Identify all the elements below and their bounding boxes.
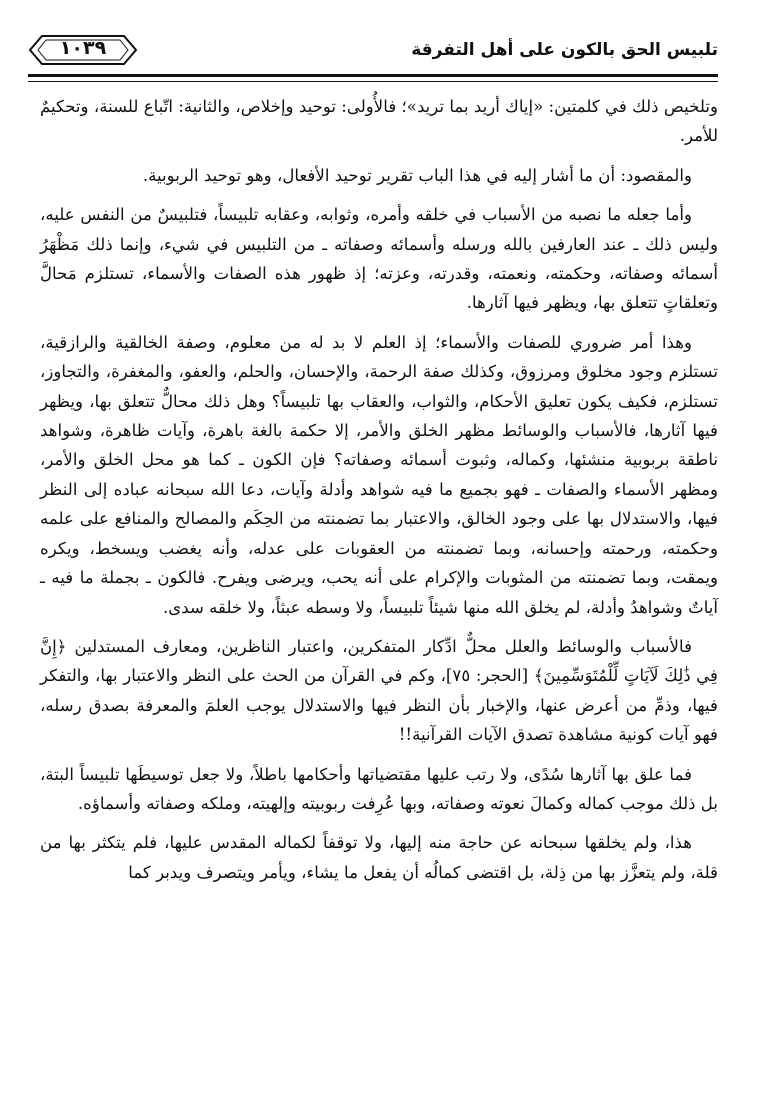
page-number-frame <box>28 33 138 67</box>
page-header <box>28 30 718 70</box>
paragraph: والمقصود: أن ما أشار إليه في هذا الباب تقرير توحيد الأفعال، وهو توحيد الربوبية. <box>142 165 692 185</box>
paragraph: فالأسباب والوسائط والعلل محلٌّ ادِّكار المتفكرين، واعتبار الناظرين، ومعارف المستدلين ﴿إِنَّ فِي ذَٰلِكَ لَآيَاتٍ لِّلْمُتَوَسِّمِينَ﴾ [الحجر: ٧٥]، وكم في القرآن من الحث على النظر والاعتبار بها، والتفكر فيها، وذمِّ من أعرض عنها، والإخبار بأن النظر فيها والاستدلال يوجب العلمَ والمعرفة بصدق رسله، فهو آيات كونية مشاهدة تصدق الآيات القرآنية!! <box>40 636 718 745</box>
paragraph: هذا، ولم يخلقها سبحانه عن حاجة منه إليها، ولا توقفاً لكماله المقدس عليها، فلم يتكثر بها من قلة، ولم يتعزَّز بها من ذِلة، بل اقتضى كمالُه أن يفعل ما يشاء، ويأمر ويتصرف ويدبر كما <box>40 833 718 882</box>
page-number: ١٠٣٩ <box>59 37 107 59</box>
header-rule <box>28 74 718 82</box>
paragraph: وتلخيص ذلك في كلمتين: «إياك أريد بما تريد»؛ فالأُولى: توحيد وإخلاص، والثانية: اتّباع للسنة، وتحكيمٌ للأمر. <box>40 97 718 146</box>
paragraph: فما علق بها آثارها سُدًى، ولا رتب عليها مقتضياتها وأحكامها باطلاً، ولا جعل توسيطَها تلبيساً البتة، بل ذلك موجب كماله وكمالَ نعوته وصفاته، وبها عُرِفت ربوبيته وإلهيته، وملكه وصفاته وأسماؤه. <box>40 764 718 813</box>
running-title: تلبيس الحق بالكون على أهل التفرقة <box>411 40 718 60</box>
paragraph: وأما جعله ما نصبه من الأسباب في خلقه وأمره، وثوابه، وعقابه تلبيساً، فتلبيسٌ من النفس عليه، وليس ذلك ـ عند العارفين بالله ورسله وأسمائه وصفاته ـ من التلبيس في شيء، وإنما ذلك مَظْهَرُ أسمائه وصفاته، وحكمته، ونعمته، وقدرته، وعزته؛ إذ ظهور هذه الصفات والأسماء، تستلزم مَحالَّ وتعلقاتٍ تتعلق بها، ويظهر فيها آثارها. <box>40 205 718 313</box>
body-text <box>40 92 718 1112</box>
paragraph: وهذا أمر ضروري للصفات والأسماء؛ إذ العلم لا بد له من معلوم، وصفة الخالقية والرازقية، تستلزم وجود مخلوق ومرزوق، وكذلك صفة الرحمة، والإحسان، والحلم، والعفو، والمغفرة، والتجاوز، تستلزم، فكيف يكون تعليق الأحكام، والثواب، والعقاب بها تلبيساً؟ وهل ذلك محالٌّ تتعلق بها، ويظهر فيها آثارها، فالأسباب والوسائط مظهر الخلق والأمر، إلا حكمة بالغة باهرة، وآيات ظاهرة، وشواهد ناطقة بربوبية منشئها، وكماله، وثبوت أسمائه وصفاته؟ فإن الكون ـ كما هو محل الخلق والأمر، ومظهر الأسماء والصفات ـ فهو بجميع ما فيه شواهد وأدلة وآيات، دعا الله سبحانه عباده إلى النظر فيها، والاستدلال بها على وجود الخالق، والاعتبار بما تضمنته من الحِكَم والمصالح والمنافع على علمه وحكمته، ورحمته وإحسانه، وبما تضمنته من العقوبات على عدله، وأنه يغضب ويسخط، ويكره ويمقت، وبما تضمنته من المثوبات والإكرام على أنه يحب، ويرضى ويفرح. فالكون ـ بجملة ما فيه ـ آياتٌ وشواهدُ وأدلة، لم يخلق الله منها شيئاً تلبيساً، ولا وسطه عبثاً، ولا خلقه سدى. <box>40 332 718 617</box>
